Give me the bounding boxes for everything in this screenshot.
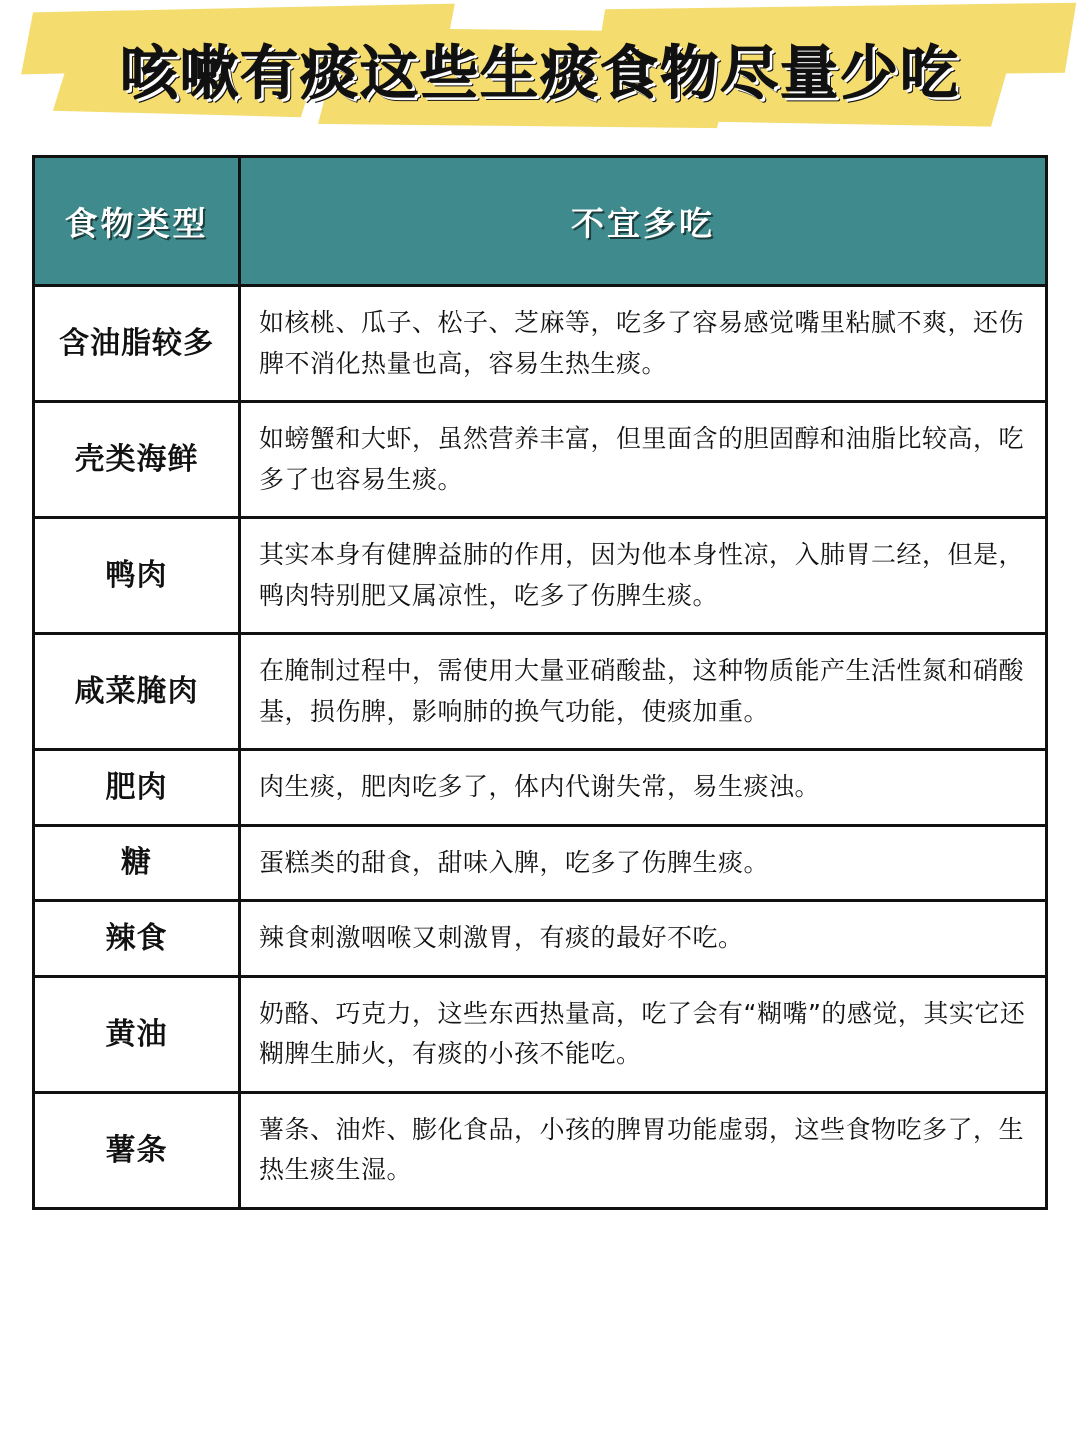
poster-header xyxy=(0,0,1080,150)
food-description: 如螃蟹和大虾，虽然营养丰富，但里面含的胆固醇和油脂比较高，吃多了也容易生痰。 xyxy=(240,402,1047,518)
food-description: 奶酪、巧克力，这些东西热量高，吃了会有“糊嘴”的感觉，其实它还糊脾生肺火，有痰的小孩不能吃。 xyxy=(240,976,1047,1092)
table-row xyxy=(34,518,1047,634)
food-description: 蛋糕类的甜食，甜味入脾，吃多了伤脾生痰。 xyxy=(240,825,1047,901)
column-header-type: 食物类型 xyxy=(34,157,240,286)
food-description: 如核桃、瓜子、松子、芝麻等，吃多了容易感觉嘴里粘腻不爽，还伤脾不消化热量也高，容易生热生痰。 xyxy=(240,286,1047,402)
food-table-container xyxy=(32,155,1048,1210)
food-type: 薯条 xyxy=(34,1092,240,1208)
table-row xyxy=(34,901,1047,977)
table-row xyxy=(34,976,1047,1092)
food-type: 壳类海鲜 xyxy=(34,402,240,518)
food-description: 在腌制过程中，需使用大量亚硝酸盐，这种物质能产生活性氮和硝酸基，损伤脾，影响肺的换气功能，使痰加重。 xyxy=(240,634,1047,750)
food-description: 其实本身有健脾益肺的作用，因为他本身性凉，入肺胃二经，但是，鸭肉特别肥又属凉性，吃多了伤脾生痰。 xyxy=(240,518,1047,634)
food-type: 肥肉 xyxy=(34,750,240,826)
food-type: 黄油 xyxy=(34,976,240,1092)
table-row xyxy=(34,825,1047,901)
table-row xyxy=(34,634,1047,750)
table-header-row xyxy=(34,157,1047,286)
food-table xyxy=(32,155,1048,1210)
table-row xyxy=(34,750,1047,826)
food-type: 咸菜腌肉 xyxy=(34,634,240,750)
table-row xyxy=(34,1092,1047,1208)
food-type: 鸭肉 xyxy=(34,518,240,634)
food-description: 辣食刺激咽喉又刺激胃，有痰的最好不吃。 xyxy=(240,901,1047,977)
table-row xyxy=(34,286,1047,402)
food-description: 肉生痰，肥肉吃多了，体内代谢失常，易生痰浊。 xyxy=(240,750,1047,826)
column-header-desc: 不宜多吃 xyxy=(240,157,1047,286)
food-type: 含油脂较多 xyxy=(34,286,240,402)
page-title: 咳嗽有痰这些生痰食物尽量少吃 xyxy=(119,39,960,107)
food-description: 薯条、油炸、膨化食品，小孩的脾胃功能虚弱，这些食物吃多了，生热生痰生湿。 xyxy=(240,1092,1047,1208)
table-row xyxy=(34,402,1047,518)
food-type: 糖 xyxy=(34,825,240,901)
food-type: 辣食 xyxy=(34,901,240,977)
